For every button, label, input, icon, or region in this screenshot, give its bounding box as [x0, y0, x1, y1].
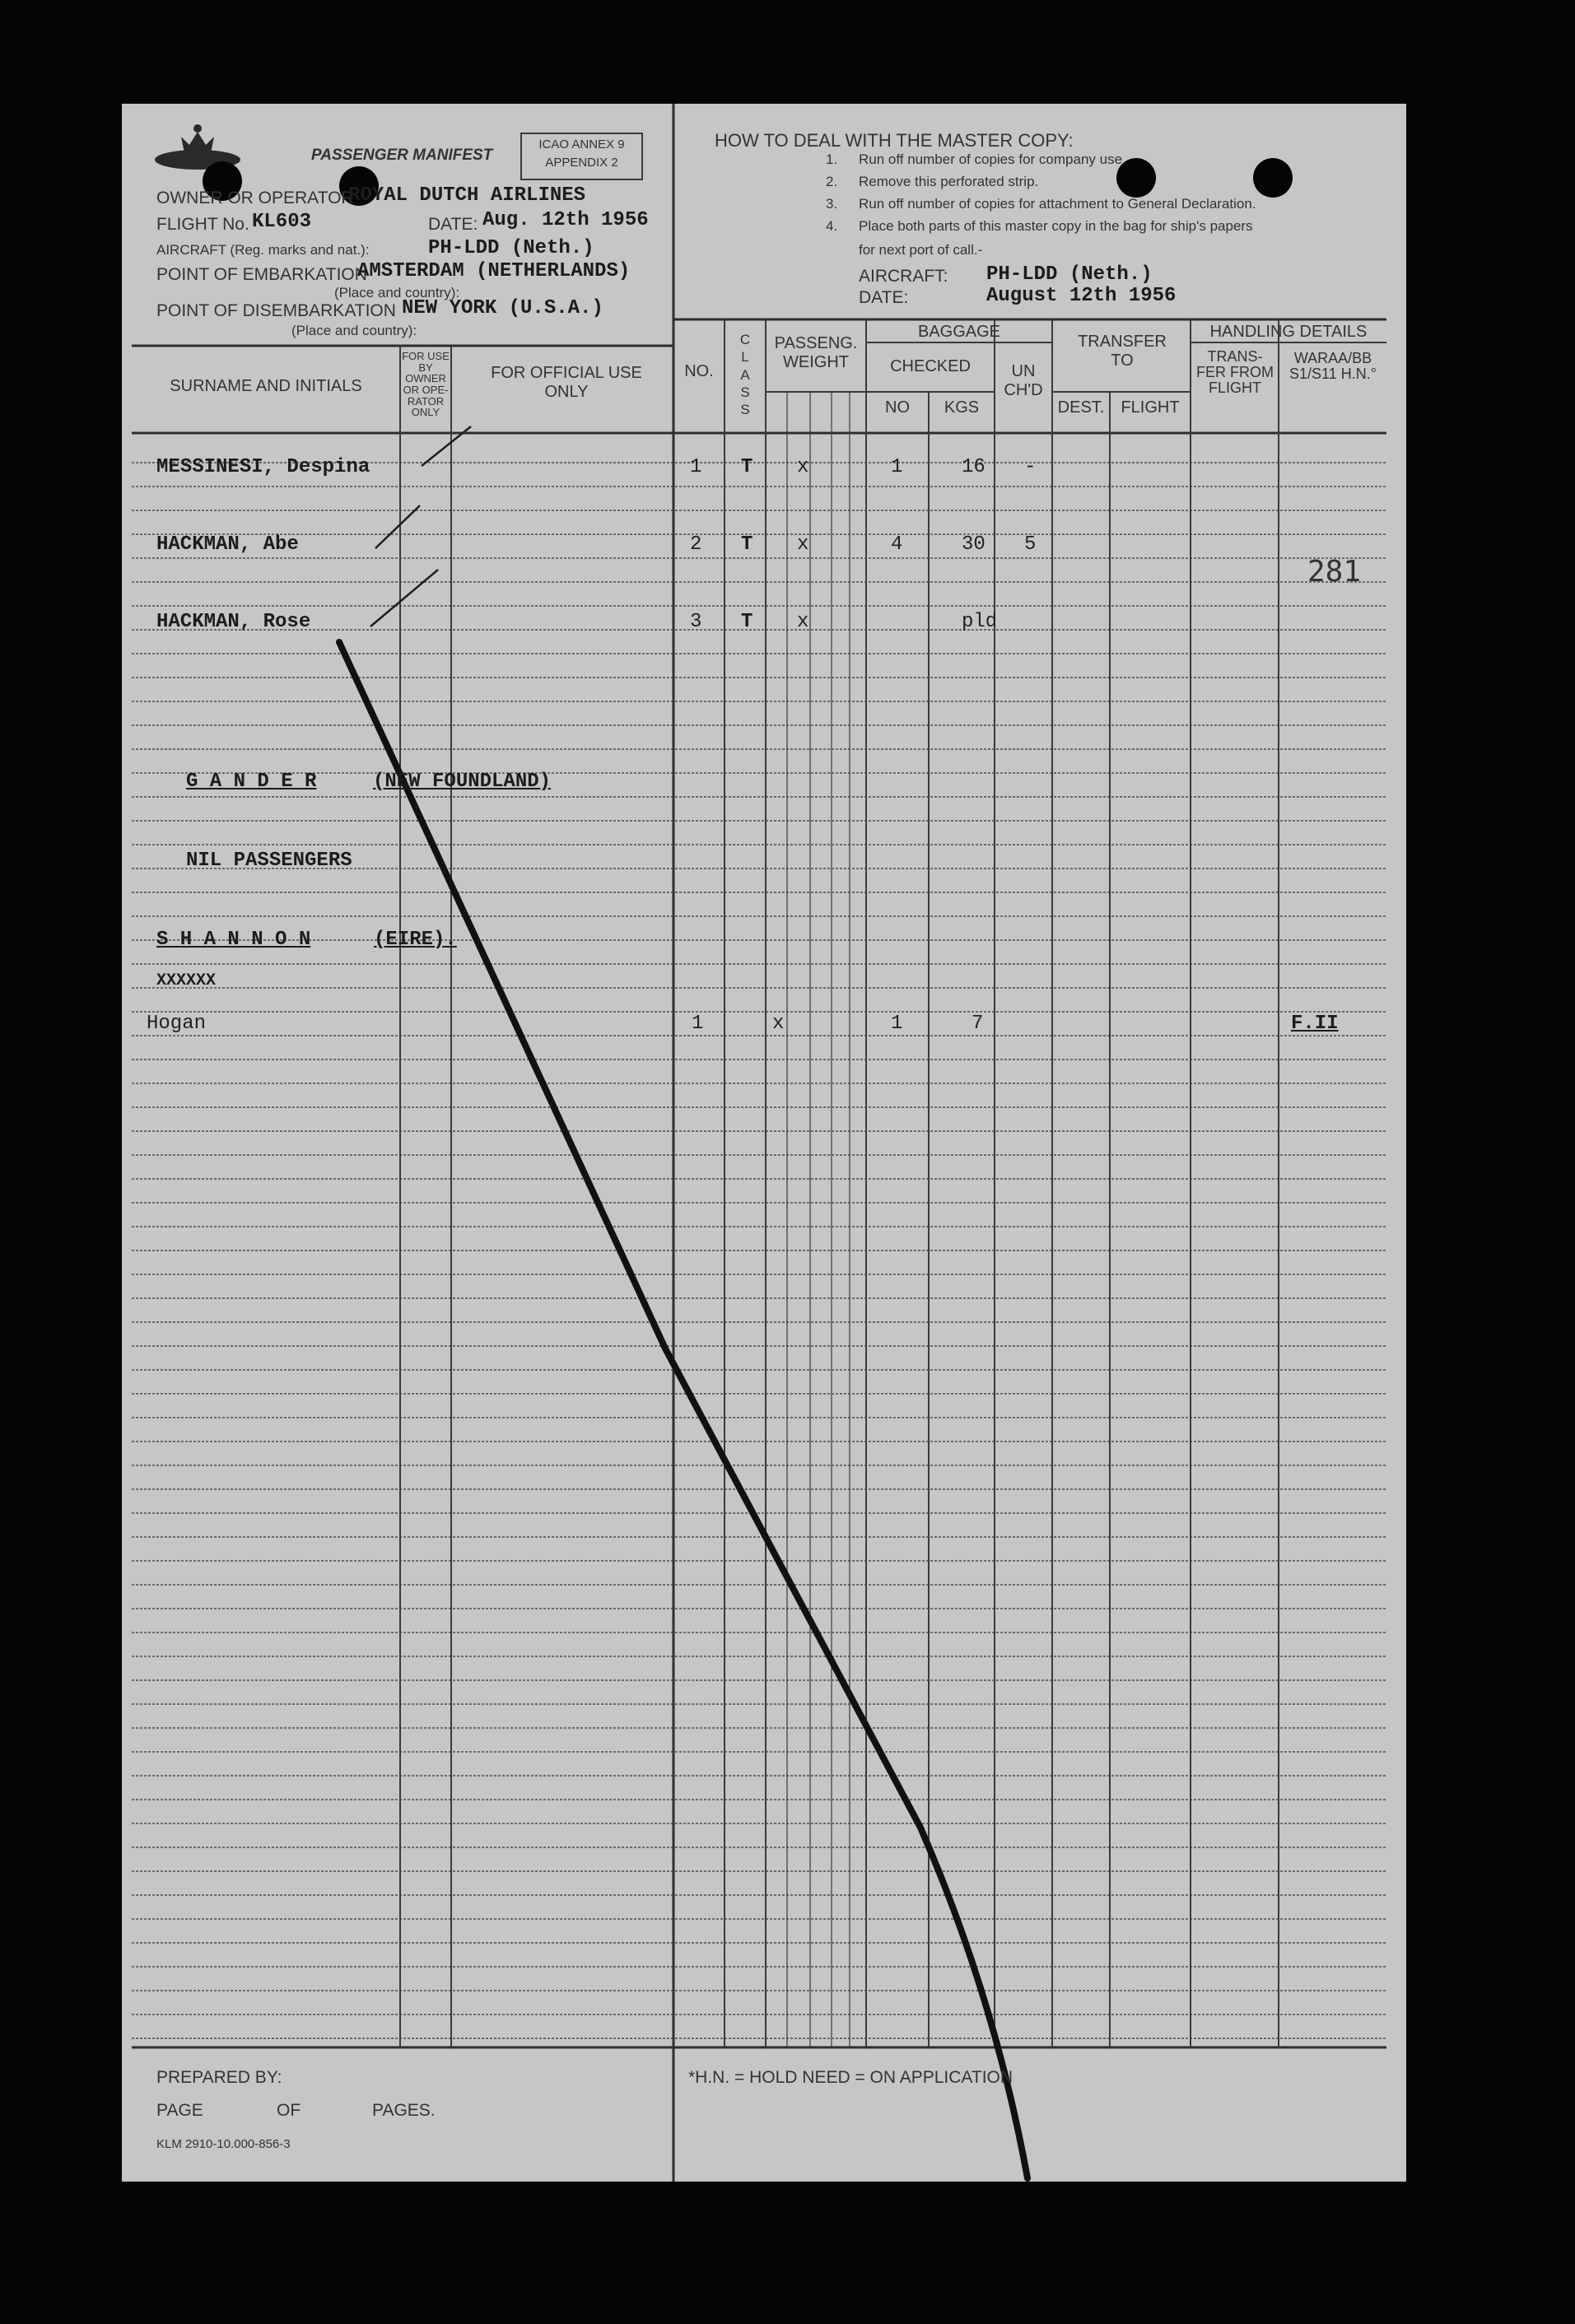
disembarkation-value: NEW YORK (U.S.A.) [402, 297, 603, 319]
baggage-kgs: pld [962, 611, 998, 633]
instr-date-label: DATE: [859, 288, 909, 307]
manifest-title: PASSENGER MANIFEST [311, 147, 493, 164]
place-country-note: (Place and country): [334, 285, 460, 300]
baggage-unchecked: - [1024, 456, 1037, 478]
passenger-name: HACKMAN, Abe [156, 533, 299, 556]
baggage-count: 4 [891, 533, 903, 556]
instruction-continuation: for next port of call.- [859, 242, 983, 258]
flight-label: FLIGHT No. [156, 215, 249, 234]
struck-text: XXXXXX [156, 971, 217, 990]
shannon-place: (EIRE). [374, 929, 457, 951]
owner-label: OWNER OR OPERATOR [156, 189, 354, 207]
disembarkation-label: POINT OF DISEMBARKATION [156, 301, 396, 320]
instr-aircraft-label: AIRCRAFT: [859, 267, 948, 286]
gander-heading: G A N D E R [186, 771, 317, 793]
icao-annex: ICAO ANNEX 9 [538, 137, 625, 151]
instructions-title: HOW TO DEAL WITH THE MASTER COPY: [715, 130, 1074, 151]
extra-passenger-handling: F.II [1291, 1013, 1339, 1035]
passenger-number: 1 [690, 456, 702, 478]
instruction-number: 2. [826, 174, 838, 189]
shannon-heading: S H A N N O N [156, 929, 311, 951]
col-official-use: FOR OFFICIAL USE ONLY [491, 364, 642, 401]
aircraft-value: PH-LDD (Neth.) [428, 237, 594, 259]
passenger-name: HACKMAN, Rose [156, 611, 311, 633]
owner-value: ROYAL DUTCH AIRLINES [348, 184, 586, 207]
passenger-number: 2 [690, 533, 702, 556]
extra-passenger-no: 1 [692, 1013, 704, 1035]
col-bag-no: NO [885, 398, 910, 417]
date-label: DATE: [428, 215, 478, 234]
col-owner-use: FOR USE BY OWNER OR OPE- RATOR ONLY [402, 350, 450, 419]
date-value: Aug. 12th 1956 [482, 209, 649, 231]
prepared-by: PREPARED BY: [156, 2068, 282, 2087]
passenger-name: MESSINESI, Despina [156, 456, 370, 478]
flight-value: KL603 [252, 211, 312, 233]
embarkation-label: POINT OF EMBARKATION [156, 265, 367, 284]
baggage-kgs: 30 [962, 533, 986, 556]
col-kgs: KGS [944, 398, 980, 417]
instruction-text: Run off number of copies for attachment to General Declaration. [859, 196, 1256, 212]
hold-need-note: *H.N. = HOLD NEED = ON APPLICATION [688, 2068, 1013, 2087]
passenger-class: T [741, 456, 753, 478]
form-grid-lines [122, 104, 1406, 2182]
extra-passenger-name: Hogan [147, 1013, 207, 1035]
instruction-number: 3. [826, 196, 838, 212]
nil-passengers: NIL PASSENGERS [186, 850, 352, 872]
baggage-kgs: 16 [962, 456, 986, 478]
baggage-count: 1 [891, 456, 903, 478]
pages-label: PAGES. [372, 2101, 436, 2120]
embarkation-value: AMSTERDAM (NETHERLANDS) [357, 260, 631, 282]
passenger-number: 3 [690, 611, 702, 633]
page-label: PAGE [156, 2101, 203, 2120]
col-handling-details: HANDLING DETAILS [1209, 323, 1368, 341]
handwritten-number: 281 [1307, 555, 1362, 589]
instr-aircraft-value: PH-LDD (Neth.) [986, 263, 1153, 286]
col-transfer-from: TRANS- FER FROM FLIGHT [1196, 348, 1274, 396]
passenger-class: T [741, 611, 753, 633]
instruction-number: 4. [826, 218, 838, 234]
passenger-weight: x [797, 533, 809, 556]
col-class: CLASS [739, 332, 751, 417]
passenger-weight: x [797, 611, 809, 633]
col-baggage: BAGGAGE [917, 323, 1001, 341]
col-flight: FLIGHT [1121, 398, 1180, 417]
col-unchecked: UN CH'D [1004, 362, 1043, 399]
col-waraa: WARAA/BB S1/S11 H.N.° [1289, 350, 1377, 382]
manifest-sheet [122, 104, 1406, 2182]
punch-hole [1253, 158, 1293, 198]
instruction-text: Run off number of copies for company use. [859, 151, 1126, 167]
col-checked: CHECKED [890, 357, 971, 375]
instruction-text: Place both parts of this master copy in the bag for ship's papers [859, 218, 1253, 234]
diagonal-cancel-stroke [339, 642, 1027, 2178]
instr-date-value: August 12th 1956 [986, 285, 1177, 307]
passenger-class: T [741, 533, 753, 556]
baggage-unchecked: 5 [1024, 533, 1037, 556]
form-code: KLM 2910-10.000-856-3 [156, 2137, 291, 2151]
col-passenger-weight: PASSENG. WEIGHT [774, 334, 858, 371]
passenger-weight: x [797, 456, 809, 478]
place-country-note: (Place and country): [291, 323, 417, 338]
aircraft-label: AIRCRAFT (Reg. marks and nat.): [156, 242, 370, 258]
col-surname: SURNAME AND INITIALS [170, 377, 362, 395]
gander-place: (NEW FOUNDLAND) [373, 771, 552, 793]
icao-appendix: APPENDIX 2 [545, 156, 618, 170]
col-no: NO. [684, 362, 714, 380]
extra-passenger-kgs: 7 [972, 1013, 984, 1035]
of-label: OF [277, 2101, 301, 2120]
extra-passenger-bag-no: 1 [891, 1013, 903, 1035]
extra-passenger-weight: x [772, 1013, 785, 1035]
col-dest: DEST. [1057, 398, 1105, 417]
instruction-number: 1. [826, 151, 838, 167]
instruction-text: Remove this perforated strip. [859, 174, 1039, 189]
col-transfer-to: TRANSFER TO [1078, 333, 1167, 370]
